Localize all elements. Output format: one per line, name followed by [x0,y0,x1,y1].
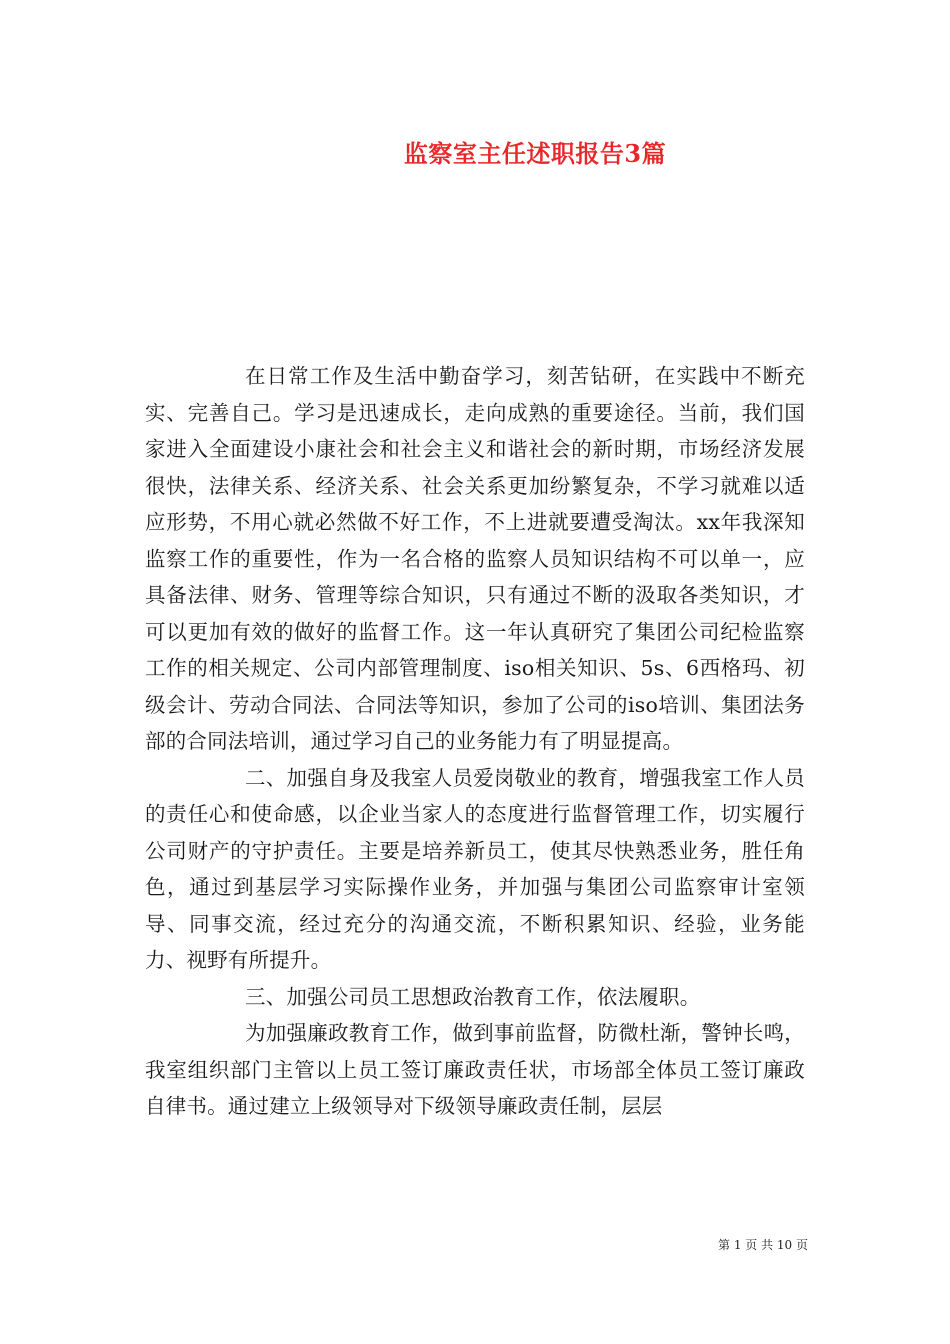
document-title: 监察室主任述职报告3篇 [403,139,667,168]
page-number: 第 1 页 共 10 页 [718,1238,808,1252]
paragraph: 三、加强公司员工思想政治教育工作，依法履职。 [245,984,701,1009]
document-body [145,358,805,1125]
paragraph: 在日常工作及生活中勤奋学习，刻苦钻研，在实践中不断充实、完善自己。学习是迅速成长，走向成熟的重要途径。当前，我们国家进入全面建设小康社会和社会主义和谐社会的新时期，市场经济发展很快，法律关系、经济关系、社会关系更加纷繁复杂，不学习就难以适应形势，不用心就必然做不好工作，不上进就要遭受淘汰。xx年我深知监察工作的重要性，作为一名合格的监察人员知识结构不可以单一，应具备法律、财务、管理等综合知识，只有通过不断的汲取各类知识，才可以更加有效的做好的监督工作。这一年认真研究了集团公司纪检监察工作的相关规定、公司内部管理制度、iso相关知识、5s、6西格玛、初级会计、劳动合同法、合同法等知识，参加了公司的iso培训、集团法务部的合同法培训，通过学习自己的业务能力有了明显提高。 [145,364,805,753]
paragraph: 为加强廉政教育工作，做到事前监督，防微杜渐，警钟长鸣，我室组织部门主管以上员工签订廉政责任状，市场部全体员工签订廉政自律书。通过建立上级领导对下级领导廉政责任制，层层 [145,1021,805,1118]
paragraph: 二、加强自身及我室人员爱岗敬业的教育，增强我室工作人员的责任心和使命感，以企业当家人的态度进行监督管理工作，切实履行公司财产的守护责任。主要是培养新员工，使其尽快熟悉业务，胜任角色，通过到基层学习实际操作业务，并加强与集团公司监察审计室领导、同事交流，经过充分的沟通交流，不断积累知识、经验，业务能力、视野有所提升。 [145,765,805,972]
